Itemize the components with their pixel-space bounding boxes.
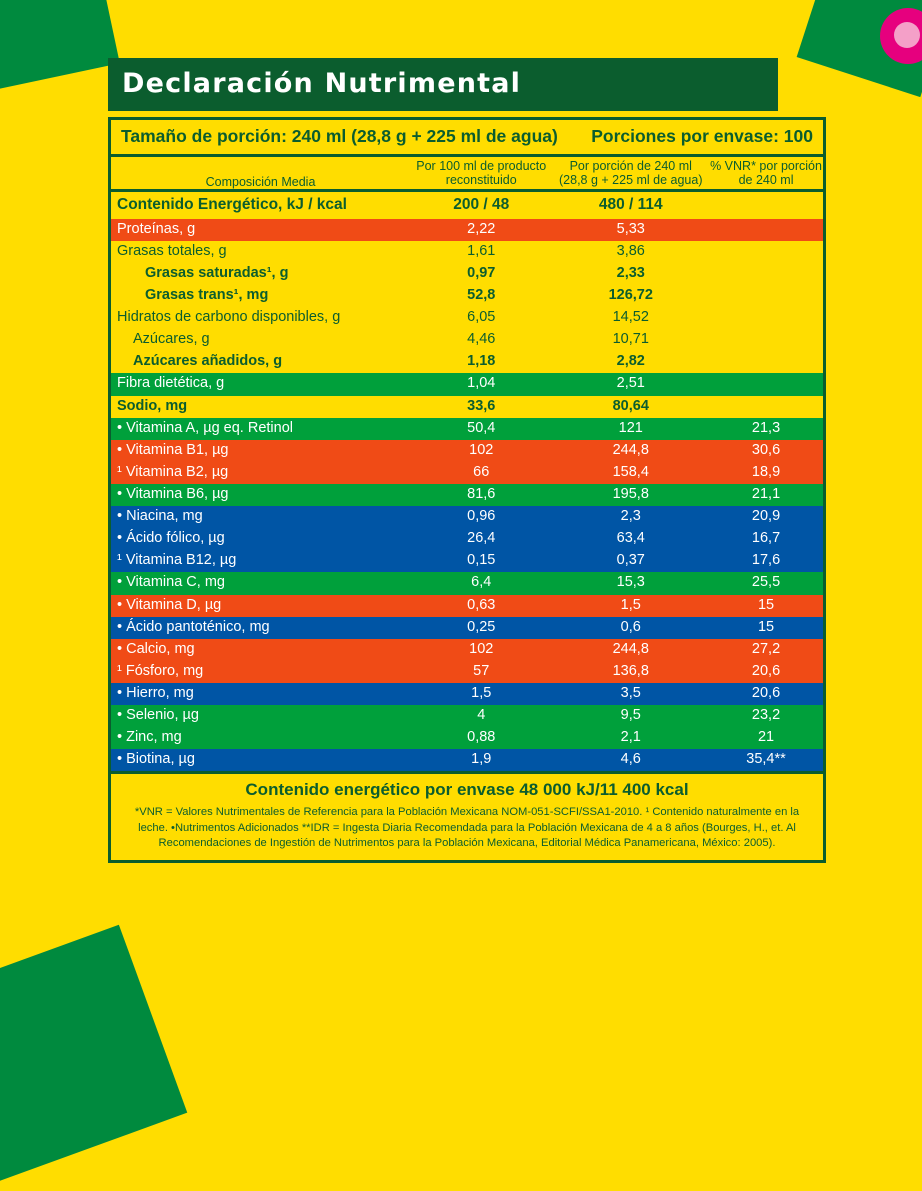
value-vnr: 27,2 [751,640,781,657]
nutrient-name: • Hierro, mg [117,684,194,701]
value-per-100ml: 66 [473,463,490,480]
value-vnr [709,373,823,395]
value-per-100ml: 1,04 [467,375,496,392]
servings-per-container-label: Porciones por envase: 100 [591,126,813,146]
table-row [111,241,823,263]
nutrient-name: • Selenio, µg [117,707,199,724]
nutrient-name: • Vitamina D, µg [117,596,222,613]
value-per-100ml: 6,4 [471,574,492,591]
header-per-portion-line1: Por porción de 240 ml [569,158,692,173]
table-row [111,351,823,373]
value-per-100ml: 1,18 [467,353,496,370]
value-per-100ml: 0,96 [467,508,496,525]
value-per-portion: 63,4 [616,530,645,547]
serving-size-label: Tamaño de porción: 240 ml (28,8 g + 225 ml de agua) [121,126,558,146]
value-vnr: 17,6 [751,552,781,569]
value-vnr [709,241,823,263]
value-vnr [709,307,823,329]
decorative-shape-top-left [0,0,120,94]
table-row [111,683,823,705]
value-vnr [709,263,823,285]
value-per-100ml: 0,25 [467,618,496,635]
value-per-100ml: 4 [477,707,486,724]
value-per-100ml: 81,6 [467,485,496,502]
nutrition-panel [108,58,826,863]
table-header-row [111,157,823,189]
footnote-line-1: *VNR = Valores Nutrimentales de Referencia para la Población Mexicana NOM-051-SCFI/SSA1-2010. ¹ Contenido naturalmente en la [134,806,800,819]
value-per-portion: 4,6 [620,751,641,768]
value-per-portion: 244,8 [612,640,649,657]
nutrition-facts-box [108,117,826,863]
value-per-100ml: 1,5 [471,684,492,701]
value-vnr: 15 [757,596,775,613]
value-per-100ml: 0,97 [467,264,496,281]
footnote-line-2: leche. •Nutrimentos Adicionados **IDR = Ingesta Diaria Recomendada para la Población Mexicana de 4 a 8 años (Bourges, H., et. Al [138,821,796,834]
table-row [111,727,823,749]
value-per-portion: 5,33 [616,220,645,237]
value-per-100ml: 200 / 48 [453,196,510,214]
footnotes [111,804,823,859]
value-per-portion: 121 [618,419,643,436]
table-row [111,572,823,594]
page-title: Declaración Nutrimental [108,58,778,111]
decorative-circle-pink-inner [894,22,920,48]
nutrient-name: Hidratos de carbono disponibles, g [117,309,341,326]
nutrient-name: • Zinc, mg [117,729,182,746]
table-row [111,639,823,661]
table-row [111,462,823,484]
value-per-100ml: 1,61 [467,242,496,259]
nutrient-name: Azúcares añadidos, g [133,353,283,370]
nutrient-name: Grasas saturadas¹, g [145,264,289,281]
value-per-portion: 3,86 [616,242,645,259]
nutrient-name: Grasas totales, g [117,242,227,259]
value-per-100ml: 52,8 [467,286,496,303]
table-row [111,528,823,550]
nutrient-name: • Vitamina B6, µg [117,485,229,502]
serving-info-row [111,120,823,157]
value-per-100ml: 102 [469,640,494,657]
table-row [111,219,823,241]
table-row [111,550,823,572]
value-per-100ml: 33,6 [467,397,496,414]
value-vnr [709,329,823,351]
value-per-portion: 10,71 [612,331,649,348]
table-row [111,285,823,307]
value-vnr [709,191,823,219]
nutrient-name: • Niacina, mg [117,508,203,525]
value-vnr: 30,6 [751,441,781,458]
value-per-100ml: 0,63 [467,596,496,613]
value-per-portion: 126,72 [608,286,653,303]
nutrient-name: • Biotina, µg [117,751,195,768]
table-row [111,373,823,395]
nutrient-name: • Vitamina A, µg eq. Retinol [117,419,293,436]
value-vnr: 20,9 [751,508,781,525]
value-per-100ml: 6,05 [467,309,496,326]
nutrient-name: Azúcares, g [133,331,210,348]
value-per-portion: 15,3 [616,574,645,591]
value-per-portion: 0,6 [620,618,641,635]
nutrient-name: • Calcio, mg [117,640,195,657]
value-vnr: 21,3 [751,419,781,436]
value-per-portion: 80,64 [612,397,649,414]
value-per-portion: 2,82 [616,353,645,370]
nutrition-table [111,157,823,771]
value-vnr: 21 [757,729,775,746]
value-vnr [709,351,823,373]
value-per-100ml: 57 [473,662,490,679]
header-vnr-line2: de 240 ml [738,173,794,188]
value-per-100ml: 4,46 [467,331,496,348]
value-per-100ml: 2,22 [467,220,496,237]
energy-per-container: Contenido energético por envase 48 000 kJ/11 400 kcal [111,771,823,804]
table-row [111,595,823,617]
value-per-portion: 480 / 114 [598,196,663,214]
header-per-100ml-line1: Por 100 ml de producto [416,158,547,173]
table-row [111,396,823,418]
value-per-portion: 2,51 [616,375,645,392]
value-per-portion: 3,5 [620,684,641,701]
value-per-100ml: 0,15 [467,552,496,569]
nutrient-name: Grasas trans¹, mg [145,286,269,303]
value-per-portion: 136,8 [612,662,649,679]
nutrient-name: ¹ Vitamina B2, µg [117,463,229,480]
value-per-100ml: 0,88 [467,729,496,746]
table-row [111,263,823,285]
table-row [111,705,823,727]
table-row [111,617,823,639]
value-per-portion: 158,4 [612,463,649,480]
value-per-100ml: 102 [469,441,494,458]
value-vnr: 18,9 [751,463,781,480]
table-row [111,661,823,683]
table-row [111,506,823,528]
value-per-portion: 195,8 [612,485,649,502]
value-vnr: 20,6 [751,684,781,701]
nutrient-name: • Vitamina B1, µg [117,441,229,458]
table-row [111,484,823,506]
value-per-portion: 2,3 [620,508,641,525]
value-per-100ml: 50,4 [467,419,496,436]
header-vnr-line1: % VNR* por porción [710,158,822,173]
table-row [111,307,823,329]
value-vnr [709,219,823,241]
value-vnr: 16,7 [751,530,781,547]
nutrient-name: • Vitamina C, mg [117,574,225,591]
decorative-shape-bottom-left [0,925,187,1191]
table-row [111,440,823,462]
nutrient-name: Fibra dietética, g [117,375,225,392]
nutrient-name: Contenido Energético, kJ / kcal [117,196,347,214]
value-per-100ml: 1,9 [471,751,492,768]
value-vnr: 21,1 [751,485,781,502]
nutrient-name: Proteínas, g [117,220,196,237]
table-row [111,418,823,440]
header-per-100ml [410,157,552,189]
header-per-portion-line2: (28,8 g + 225 ml de agua) [559,173,703,188]
value-per-portion: 1,5 [620,596,641,613]
table-row [111,329,823,351]
value-vnr: 25,5 [751,574,781,591]
value-vnr [709,285,823,307]
nutrition-rows [111,191,823,772]
footnote-line-3: Recomendaciones de Ingestión de Nutrimentos para la Población Mexicana, Editorial Médica Panamericana, México: 2005). [158,836,776,849]
table-row [111,749,823,771]
value-per-portion: 9,5 [620,707,641,724]
header-vnr [709,157,823,189]
nutrient-name: • Ácido pantoténico, mg [117,618,270,635]
nutrient-name: ¹ Fósforo, mg [117,662,204,679]
value-vnr: 35,4** [746,751,786,768]
value-per-portion: 244,8 [612,441,649,458]
nutrient-name: • Ácido fólico, µg [117,530,225,547]
value-vnr [709,396,823,418]
header-per-portion [552,157,709,189]
value-vnr: 23,2 [751,707,781,724]
value-per-portion: 2,1 [620,729,641,746]
header-composition: Composición Media [205,175,316,189]
value-per-portion: 2,33 [616,264,645,281]
value-per-portion: 14,52 [612,309,649,326]
value-vnr: 20,6 [751,662,781,679]
nutrient-name: ¹ Vitamina B12, µg [117,552,237,569]
value-vnr: 15 [757,618,775,635]
header-per-100ml-line2: reconstituido [445,173,517,188]
nutrient-name: Sodio, mg [117,397,188,414]
table-row [111,191,823,219]
value-per-portion: 0,37 [616,552,645,569]
value-per-100ml: 26,4 [467,530,496,547]
